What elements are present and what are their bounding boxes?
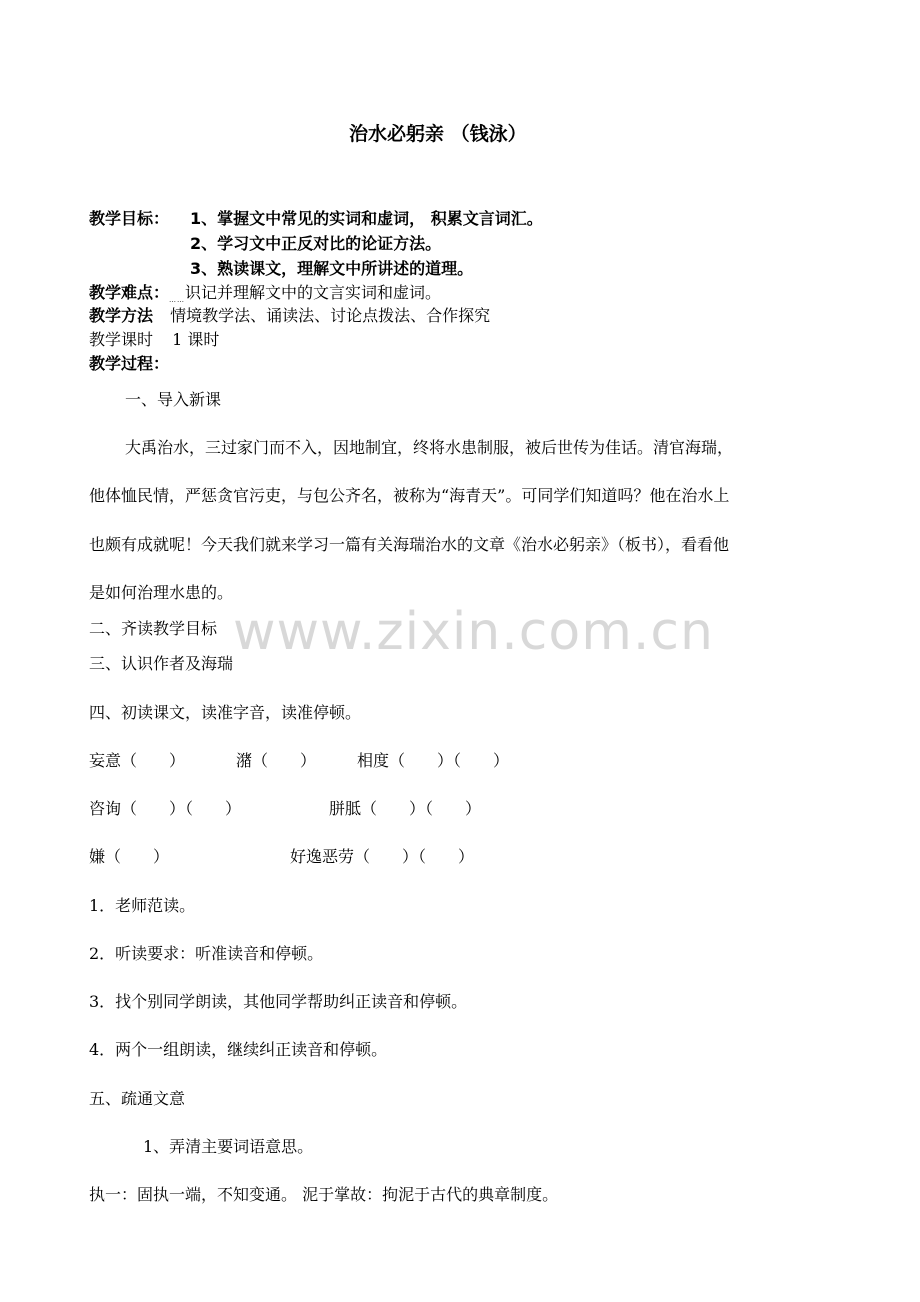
intro-paragraph-line: 也颇有成就呢！今天我们就来学习一篇有关海瑞治水的文章《治水必躬亲》（板书），看看他: [89, 535, 730, 554]
intro-paragraph-line: 他体恤民情，严惩贪官污吏，与包公齐名，被称为“海青天”。可同学们知道吗？他在治水上: [89, 486, 730, 505]
pinyin-item: 嫌（ ）: [89, 847, 170, 866]
pinyin-item: 好逸恶劳（ ）（ ）: [290, 847, 475, 866]
step-item: 1．老师范读。: [89, 896, 196, 915]
glossary-line: 执一：固执一端，不知变通。 泥于掌故：拘泥于古代的典章制度。: [89, 1185, 559, 1204]
step-item: 2．听读要求：听准读音和停顿。: [89, 944, 324, 963]
hours-row: [89, 330, 219, 350]
objectives-label: 教学目标：: [89, 209, 170, 228]
section-heading: 二、齐读教学目标: [89, 619, 218, 638]
hours-text: 1 课时: [172, 330, 220, 349]
difficulty-row: [89, 283, 441, 306]
objective-item: 2、学习文中正反对比的论证方法。: [190, 234, 442, 253]
page-title: 治水必躬亲 （钱泳）: [349, 123, 527, 145]
intro-paragraph-line: 大禹治水，三过家门而不入，因地制宜，终将水患制服，被后世传为佳话。清官海瑞，: [125, 438, 734, 457]
subsection-heading: 1、弄清主要词语意思。: [143, 1137, 314, 1156]
pinyin-item: 潴（ ）: [236, 751, 317, 770]
process-label: 教学过程：: [89, 354, 170, 373]
difficulty-label: 教学难点：: [89, 283, 170, 302]
methods-row: [89, 306, 490, 326]
section-heading: 三、认识作者及海瑞: [89, 654, 234, 673]
watermark: www.zixin.com.cn: [233, 602, 714, 662]
pinyin-item: 相度（ ）（ ）: [357, 751, 510, 770]
objective-item: 1、掌握文中常见的实词和虚词， 积累文言词汇。: [190, 209, 543, 228]
step-item: 3．找个别同学朗读，其他同学帮助纠正读音和停顿。: [89, 992, 468, 1011]
objective-item: 3、熟读课文，理解文中所讲述的道理。: [190, 259, 474, 278]
difficulty-text: 识记并理解文中的文言实词和虚词。: [185, 283, 442, 302]
methods-text: 情境教学法、诵读法、讨论点拨法、合作探究: [170, 306, 491, 325]
section-heading: 五、疏通文意: [89, 1089, 186, 1108]
pinyin-item: 咨询（ ）（ ）: [89, 799, 242, 818]
section-heading: 四、初读课文，读准字音，读准停顿。: [89, 703, 362, 722]
hours-label: 教学课时: [89, 330, 154, 349]
difficulty-dots: ……: [169, 296, 186, 304]
pinyin-item: 胼胝（ ）（ ）: [329, 799, 482, 818]
intro-heading: 一、导入新课: [125, 390, 222, 409]
step-item: 4．两个一组朗读，继续纠正读音和停顿。: [89, 1040, 388, 1059]
intro-paragraph-line: 是如何治理水患的。: [89, 583, 234, 602]
methods-label: 教学方法: [89, 306, 154, 325]
pinyin-item: 妄意（ ）: [89, 751, 186, 770]
